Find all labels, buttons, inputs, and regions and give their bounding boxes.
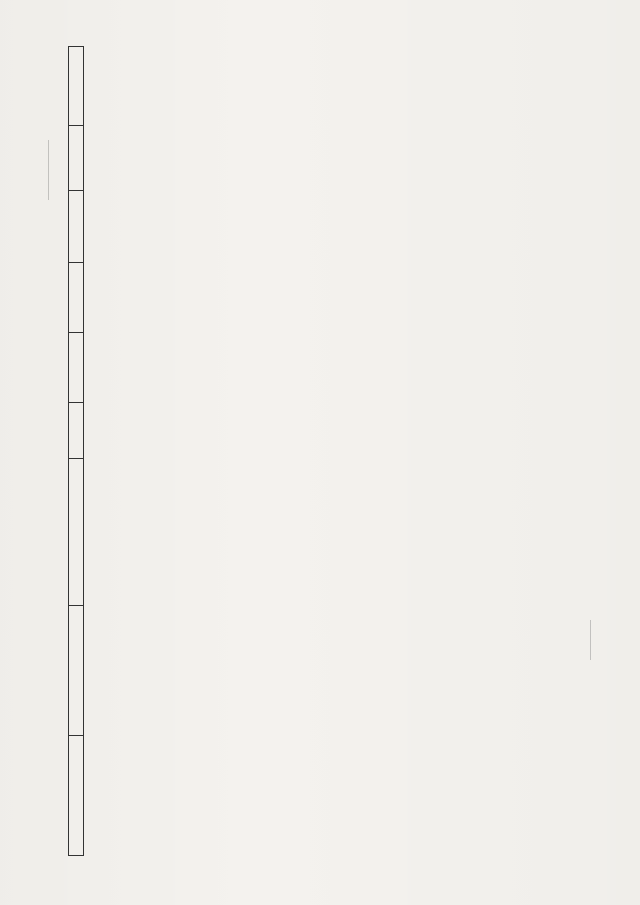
- header-cell: [69, 735, 83, 855]
- header-cell-blank: [69, 47, 83, 125]
- header-cell: [69, 332, 83, 402]
- header-cell: [69, 605, 83, 735]
- header-cell: [69, 402, 83, 457]
- rotated-document-sheet: [40, 28, 600, 878]
- header-cell: [69, 261, 83, 331]
- header-cell: [69, 189, 83, 261]
- header-cell: [69, 457, 83, 605]
- scan-artifact: [590, 620, 591, 660]
- header-cell: [69, 125, 83, 189]
- table-header-row: [68, 46, 84, 856]
- scan-artifact: [48, 140, 49, 200]
